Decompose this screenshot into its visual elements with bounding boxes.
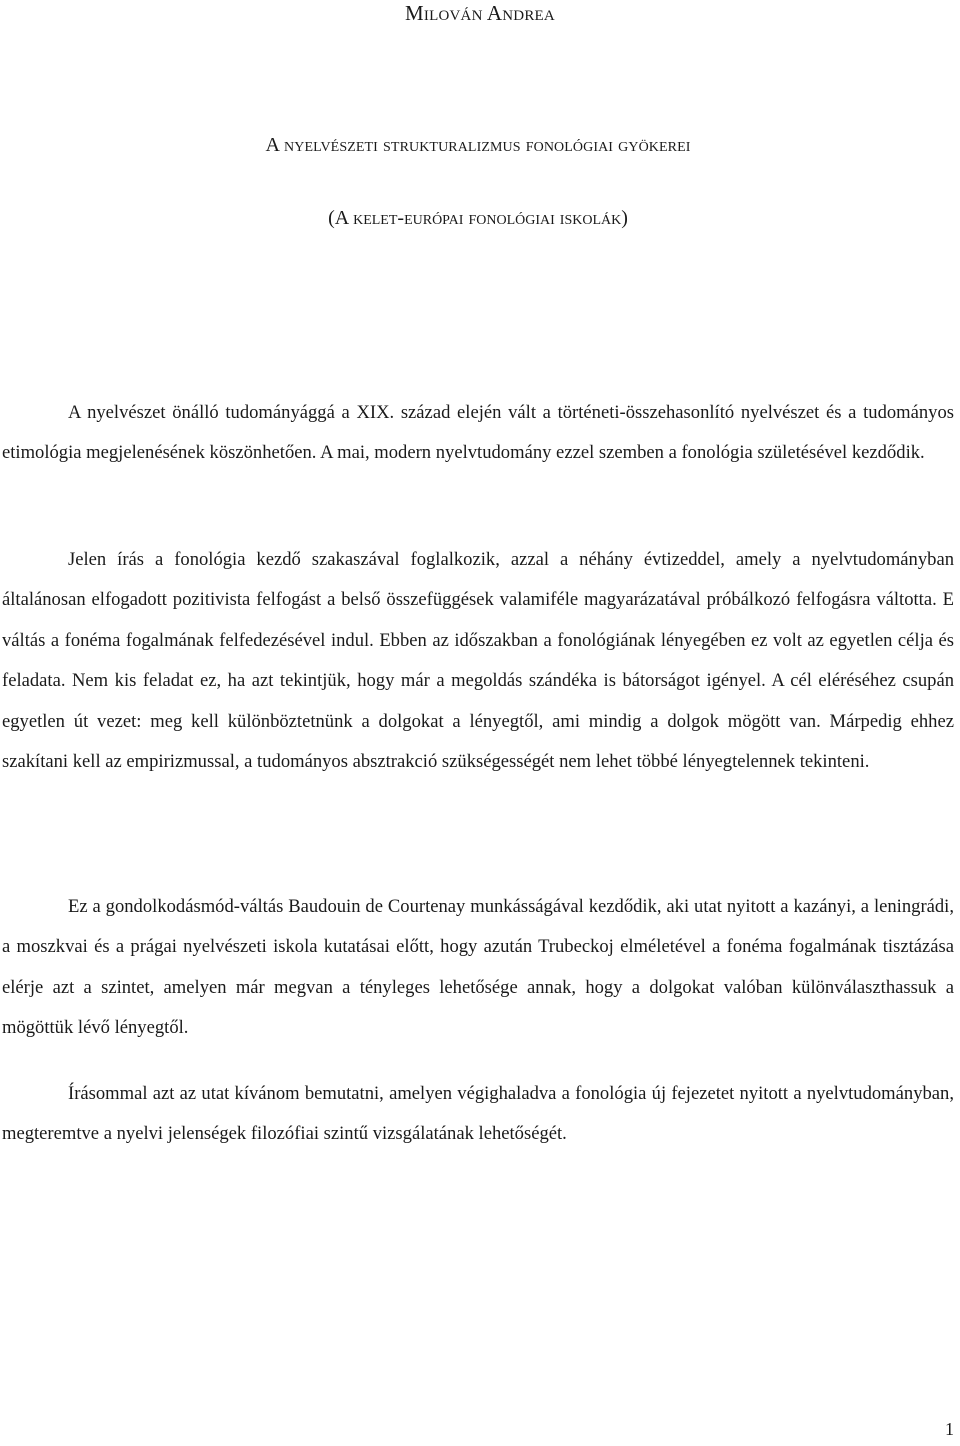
paragraph-1: A nyelvészet önálló tudományággá a XIX. század elején vált a történeti-összehasonlító nyelvészet és a tudományos etimológia megjelenésének köszönhetően. A mai, modern nyelvtudomány ezzel szemben a fonológia születésével kezdődik. <box>2 402 954 464</box>
author-name: Milován Andrea <box>405 1 555 25</box>
paragraph-2: Jelen írás a fonológia kezdő szakaszával foglalkozik, azzal a néhány évtizeddel, amely a nyelvtudományban általánosan elfogadott pozitivista felfogást a belső összefüggések valamiféle magyarázatával próbálkozó felfogásra váltotta. E váltás a fonéma fogalmának felfedezésével indul. Ebben az időszakban a fonológiának lényegében ez volt az egyetlen célja és feladata. Nem kis feladat ez, ha azt tekintjük, hogy már a megoldás szándéka is bátorságot igényel. A cél eléréséhez csupán egyetlen út vezet: meg kell különböztetnünk a dolgokat a lényegtől, ami mindig a dolgok mögött van. Márpedig ehhez szakítani kell az empirizmussal, a tudományos absztrakció szükségességét nem lehet többé lényegtelennek tekinteni. <box>2 549 954 773</box>
document-subtitle: (A kelet-európai fonológiai iskolák) <box>328 207 628 229</box>
paragraph-3: Ez a gondolkodásmód-váltás Baudouin de Courtenay munkásságával kezdődik, aki utat nyitott a kazányi, a leningrádi, a moszkvai és a prágai nyelvészeti iskola kutatásai előtt, hogy azután Trubeckoj elméletével a fonéma fogalmának tisztázása elérje azt a szintet, amelyen már megvan a tényleges lehetősége annak, hogy a dolgokat valóban különválaszthassuk a mögöttük lévő lényegtől. <box>2 896 954 1039</box>
document-title: A nyelvészeti strukturalizmus fonológiai gyökerei <box>265 134 691 156</box>
page-number: 1 <box>945 1419 954 1439</box>
paragraph-4: Írásommal azt az utat kívánom bemutatni, amelyen végighaladva a fonológia új fejezetet nyitott a nyelvtudományban, megteremtve a nyelvi jelenségek filozófiai szintű vizsgálatának lehetőségét. <box>2 1083 954 1145</box>
